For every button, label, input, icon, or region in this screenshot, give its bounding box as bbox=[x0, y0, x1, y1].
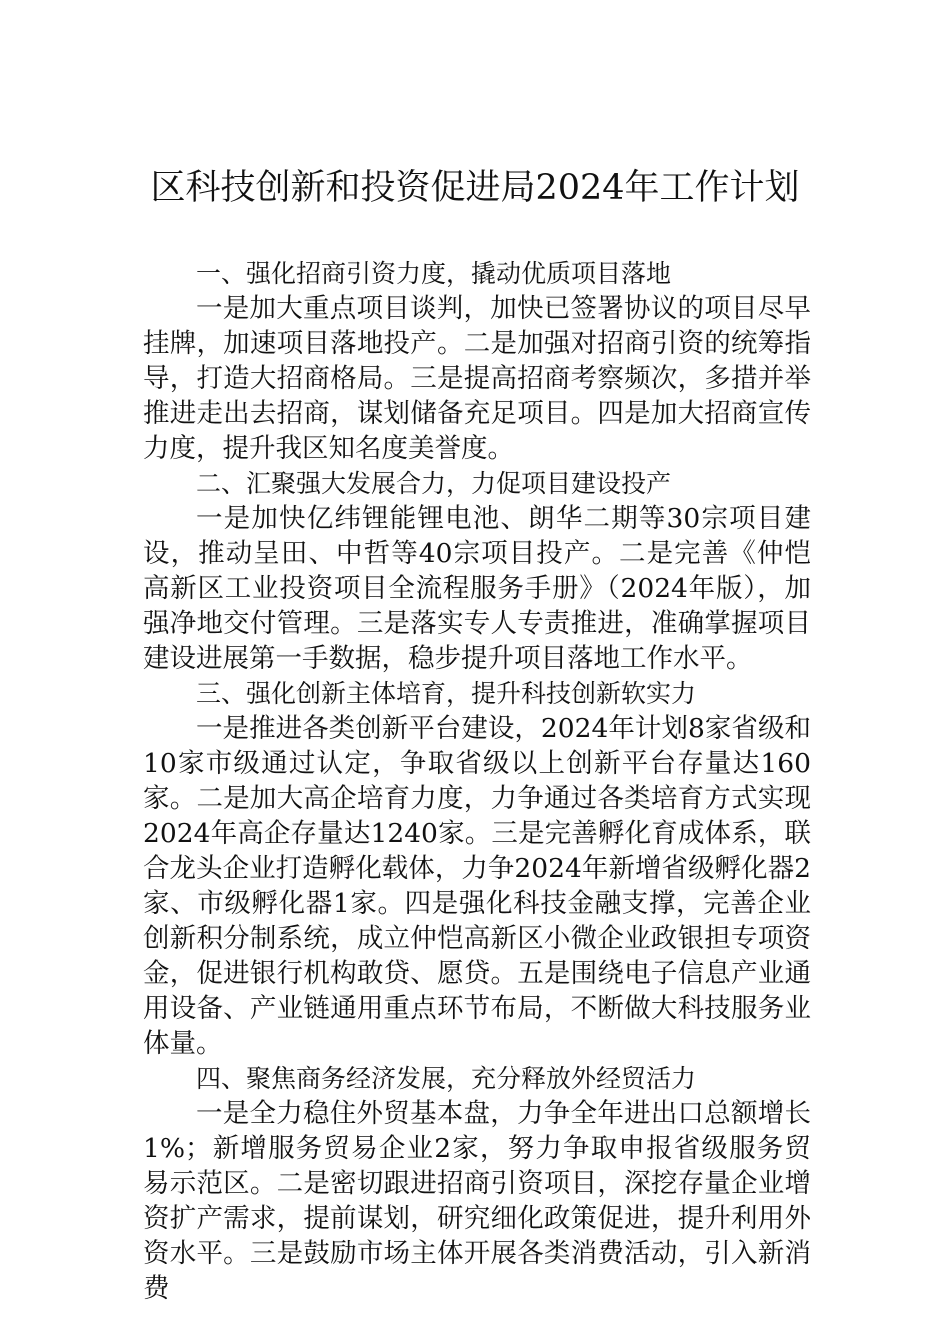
section-paragraph-3: 一是推进各类创新平台建设，2024年计划8家省级和10家市级通过认定，争取省级以上创新平台存量达160家。二是加大高企培育力度，力争通过各类培育方式实现2024年高企存量达1240家。三是完善孵化育成体系，联合龙头企业打造孵化载体，力争2024年新增省级孵化器2家、市级孵化器1家。四是强化科技金融支撑，完善企业创新积分制系统，成立仲恺高新区小微企业政银担专项资金，促进银行机构敢贷、愿贷。五是围绕电子信息产业通用设备、产业链通用重点环节布局，不断做大科技服务业体量。 bbox=[143, 713, 811, 1059]
document-body bbox=[143, 256, 811, 1306]
section-paragraph-1: 一是加大重点项目谈判，加快已签署协议的项目尽早挂牌，加速项目落地投产。二是加强对招商引资的统筹指导，打造大招商格局。三是提高招商考察频次，多措并举推进走出去招商，谋划储备充足项目。四是加大招商宣传力度，提升我区知名度美誉度。 bbox=[143, 293, 811, 464]
section-paragraph-4: 一是全力稳住外贸基本盘，力争全年进出口总额增长1%；新增服务贸易企业2家，努力争取申报省级服务贸易示范区。二是密切跟进招商引资项目，深挖存量企业增资扩产需求，提前谋划，研究细化政策促进，提升利用外资水平。三是鼓励市场主体开展各类消费活动，引入新消费 bbox=[143, 1098, 811, 1304]
section-heading-2: 二、汇聚强大发展合力，力促项目建设投产 bbox=[196, 469, 672, 498]
document-title: 区科技创新和投资促进局2024年工作计划 bbox=[150, 168, 800, 208]
section-heading-4: 四、聚焦商务经济发展，充分释放外经贸活力 bbox=[196, 1064, 697, 1093]
section-heading-3: 三、强化创新主体培育，提升科技创新软实力 bbox=[196, 679, 697, 708]
section-paragraph-2: 一是加快亿纬锂能锂电池、朗华二期等30宗项目建设，推动呈田、中哲等40宗项目投产。二是完善《仲恺高新区工业投资项目全流程服务手册》（2024年版），加强净地交付管理。三是落实专人专责推进，准确掌握项目建设进展第一手数据，稳步提升项目落地工作水平。 bbox=[143, 503, 811, 674]
section-heading-1: 一、强化招商引资力度，撬动优质项目落地 bbox=[196, 259, 672, 288]
